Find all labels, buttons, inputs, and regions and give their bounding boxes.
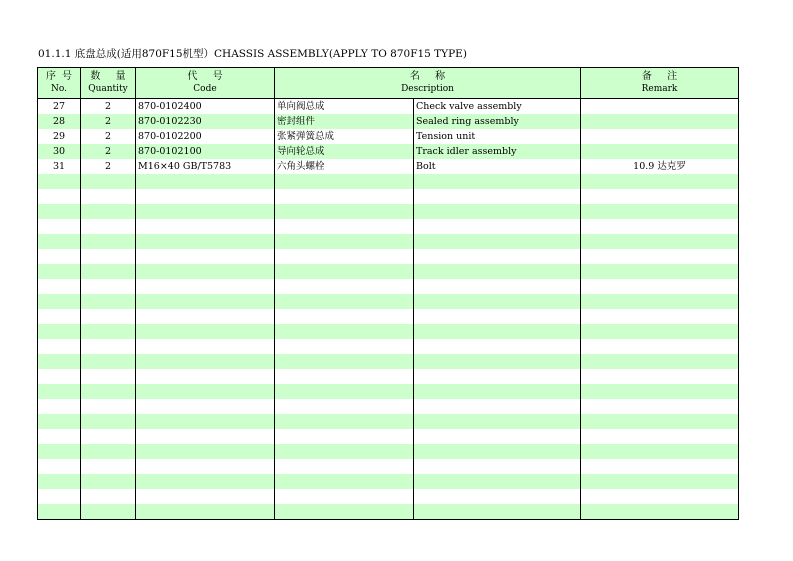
cell-name-en bbox=[414, 234, 581, 249]
header-code bbox=[136, 68, 275, 99]
cell-code bbox=[136, 234, 275, 249]
cell-quantity bbox=[81, 459, 136, 474]
table-row bbox=[38, 474, 739, 489]
table-row bbox=[38, 189, 739, 204]
cell-remark bbox=[581, 294, 739, 309]
cell-name-cn bbox=[275, 339, 414, 354]
header-code-cn: 代 号 bbox=[187, 71, 229, 82]
cell-code bbox=[136, 294, 275, 309]
cell-quantity: 2 bbox=[81, 144, 136, 159]
cell-name-en bbox=[414, 354, 581, 369]
cell-no bbox=[38, 264, 81, 279]
cell-name-cn bbox=[275, 219, 414, 234]
parts-table-body bbox=[38, 99, 739, 520]
cell-code bbox=[136, 474, 275, 489]
cell-code: 870-0102200 bbox=[136, 129, 275, 144]
cell-code bbox=[136, 309, 275, 324]
cell-no bbox=[38, 249, 81, 264]
cell-code bbox=[136, 504, 275, 520]
cell-name-en bbox=[414, 474, 581, 489]
table-row bbox=[38, 459, 739, 474]
cell-remark bbox=[581, 189, 739, 204]
header-remark-cn: 备 注 bbox=[641, 71, 684, 82]
cell-name-cn: 六角头螺栓 bbox=[275, 159, 414, 174]
cell-quantity: 2 bbox=[81, 159, 136, 174]
cell-name-cn bbox=[275, 234, 414, 249]
cell-quantity bbox=[81, 384, 136, 399]
cell-name-cn bbox=[275, 369, 414, 384]
cell-no bbox=[38, 444, 81, 459]
header-quantity bbox=[81, 68, 136, 99]
cell-quantity bbox=[81, 399, 136, 414]
cell-quantity bbox=[81, 234, 136, 249]
cell-name-cn bbox=[275, 324, 414, 339]
cell-quantity: 2 bbox=[81, 129, 136, 144]
cell-quantity bbox=[81, 264, 136, 279]
cell-name-en bbox=[414, 459, 581, 474]
cell-name-en bbox=[414, 219, 581, 234]
cell-quantity bbox=[81, 369, 136, 384]
cell-name-en bbox=[414, 294, 581, 309]
cell-quantity bbox=[81, 204, 136, 219]
table-row bbox=[38, 99, 739, 115]
cell-quantity bbox=[81, 504, 136, 520]
cell-quantity bbox=[81, 429, 136, 444]
table-row bbox=[38, 324, 739, 339]
header-quantity-cn: 数 量 bbox=[90, 71, 132, 82]
cell-remark bbox=[581, 429, 739, 444]
cell-no bbox=[38, 279, 81, 294]
cell-name-cn bbox=[275, 354, 414, 369]
cell-remark bbox=[581, 459, 739, 474]
cell-no bbox=[38, 234, 81, 249]
table-row bbox=[38, 144, 739, 159]
cell-name-en: Check valve assembly bbox=[414, 99, 581, 115]
cell-no: 29 bbox=[38, 129, 81, 144]
cell-no: 30 bbox=[38, 144, 81, 159]
table-row bbox=[38, 249, 739, 264]
cell-name-cn bbox=[275, 429, 414, 444]
cell-code bbox=[136, 459, 275, 474]
cell-no bbox=[38, 459, 81, 474]
cell-name-cn: 密封组件 bbox=[275, 114, 414, 129]
cell-no bbox=[38, 384, 81, 399]
cell-name-en bbox=[414, 414, 581, 429]
cell-remark bbox=[581, 474, 739, 489]
cell-name-cn bbox=[275, 309, 414, 324]
cell-code bbox=[136, 354, 275, 369]
cell-name-cn bbox=[275, 504, 414, 520]
cell-remark bbox=[581, 99, 739, 115]
cell-code bbox=[136, 204, 275, 219]
cell-name-en bbox=[414, 309, 581, 324]
cell-name-en: Bolt bbox=[414, 159, 581, 174]
cell-name-en bbox=[414, 369, 581, 384]
cell-no bbox=[38, 504, 81, 520]
cell-no bbox=[38, 354, 81, 369]
cell-remark bbox=[581, 384, 739, 399]
cell-no bbox=[38, 399, 81, 414]
cell-remark bbox=[581, 174, 739, 189]
cell-quantity bbox=[81, 294, 136, 309]
table-row bbox=[38, 339, 739, 354]
cell-name-cn bbox=[275, 399, 414, 414]
table-row bbox=[38, 129, 739, 144]
cell-code bbox=[136, 414, 275, 429]
cell-name-en: Sealed ring assembly bbox=[414, 114, 581, 129]
table-header-row bbox=[38, 68, 739, 99]
cell-quantity bbox=[81, 414, 136, 429]
cell-name-cn bbox=[275, 459, 414, 474]
cell-name-cn bbox=[275, 279, 414, 294]
cell-name-cn bbox=[275, 474, 414, 489]
cell-name-en bbox=[414, 279, 581, 294]
cell-code: 870-0102230 bbox=[136, 114, 275, 129]
cell-no bbox=[38, 204, 81, 219]
cell-no bbox=[38, 309, 81, 324]
cell-quantity bbox=[81, 279, 136, 294]
cell-remark bbox=[581, 489, 739, 504]
cell-name-en bbox=[414, 429, 581, 444]
header-no-en: No. bbox=[51, 84, 67, 94]
cell-remark bbox=[581, 309, 739, 324]
cell-quantity bbox=[81, 444, 136, 459]
cell-code bbox=[136, 429, 275, 444]
cell-no bbox=[38, 324, 81, 339]
page-title: 01.1.1 底盘总成(适用870F15机型）CHASSIS ASSEMBLY(APPLY TO 870F15 TYPE) bbox=[38, 48, 467, 60]
cell-remark: 10.9 达克罗 bbox=[581, 159, 739, 174]
cell-name-en bbox=[414, 339, 581, 354]
cell-code bbox=[136, 324, 275, 339]
cell-name-cn bbox=[275, 414, 414, 429]
cell-name-en bbox=[414, 489, 581, 504]
table-row bbox=[38, 219, 739, 234]
table-row bbox=[38, 369, 739, 384]
cell-quantity bbox=[81, 249, 136, 264]
cell-name-en: Track idler assembly bbox=[414, 144, 581, 159]
cell-code bbox=[136, 249, 275, 264]
cell-quantity bbox=[81, 354, 136, 369]
cell-remark bbox=[581, 234, 739, 249]
header-no bbox=[38, 68, 81, 99]
cell-remark bbox=[581, 369, 739, 384]
table-row bbox=[38, 114, 739, 129]
cell-name-en bbox=[414, 174, 581, 189]
header-description-cn: 名 称 bbox=[409, 71, 452, 82]
table-row bbox=[38, 414, 739, 429]
cell-name-cn bbox=[275, 204, 414, 219]
table-row bbox=[38, 354, 739, 369]
header-remark bbox=[581, 68, 739, 99]
cell-remark bbox=[581, 114, 739, 129]
table-row bbox=[38, 264, 739, 279]
header-description-en: Description bbox=[401, 84, 454, 94]
cell-code bbox=[136, 369, 275, 384]
cell-name-cn: 单向阀总成 bbox=[275, 99, 414, 115]
table-row bbox=[38, 444, 739, 459]
cell-no bbox=[38, 414, 81, 429]
cell-no bbox=[38, 189, 81, 204]
cell-remark bbox=[581, 219, 739, 234]
table-row bbox=[38, 489, 739, 504]
cell-code: 870-0102100 bbox=[136, 144, 275, 159]
cell-remark bbox=[581, 249, 739, 264]
cell-name-cn: 张紧弹簧总成 bbox=[275, 129, 414, 144]
cell-name-cn bbox=[275, 489, 414, 504]
cell-name-en bbox=[414, 249, 581, 264]
cell-remark bbox=[581, 399, 739, 414]
cell-no bbox=[38, 174, 81, 189]
cell-code bbox=[136, 489, 275, 504]
cell-remark bbox=[581, 279, 739, 294]
cell-quantity bbox=[81, 189, 136, 204]
cell-name-en bbox=[414, 399, 581, 414]
cell-no: 31 bbox=[38, 159, 81, 174]
cell-name-cn bbox=[275, 384, 414, 399]
cell-quantity bbox=[81, 474, 136, 489]
cell-no bbox=[38, 489, 81, 504]
cell-remark bbox=[581, 144, 739, 159]
cell-name-en bbox=[414, 189, 581, 204]
table-row bbox=[38, 159, 739, 174]
cell-quantity bbox=[81, 339, 136, 354]
cell-quantity bbox=[81, 174, 136, 189]
cell-no bbox=[38, 429, 81, 444]
cell-name-cn bbox=[275, 174, 414, 189]
cell-no bbox=[38, 474, 81, 489]
cell-code bbox=[136, 279, 275, 294]
table-row bbox=[38, 294, 739, 309]
cell-name-en bbox=[414, 384, 581, 399]
cell-name-en bbox=[414, 204, 581, 219]
parts-table bbox=[37, 67, 739, 520]
cell-code bbox=[136, 219, 275, 234]
cell-name-cn bbox=[275, 294, 414, 309]
cell-remark bbox=[581, 504, 739, 520]
cell-code bbox=[136, 444, 275, 459]
cell-code bbox=[136, 399, 275, 414]
cell-no: 27 bbox=[38, 99, 81, 115]
cell-name-cn bbox=[275, 264, 414, 279]
header-no-cn: 序号 bbox=[46, 71, 78, 82]
cell-name-cn: 导向轮总成 bbox=[275, 144, 414, 159]
cell-remark bbox=[581, 414, 739, 429]
cell-remark bbox=[581, 339, 739, 354]
cell-name-en bbox=[414, 324, 581, 339]
table-row bbox=[38, 309, 739, 324]
cell-no bbox=[38, 294, 81, 309]
cell-remark bbox=[581, 129, 739, 144]
cell-code bbox=[136, 339, 275, 354]
cell-code bbox=[136, 174, 275, 189]
cell-remark bbox=[581, 264, 739, 279]
table-row bbox=[38, 204, 739, 219]
cell-remark bbox=[581, 444, 739, 459]
cell-quantity: 2 bbox=[81, 99, 136, 115]
cell-code: M16×40 GB/T5783 bbox=[136, 159, 275, 174]
cell-no: 28 bbox=[38, 114, 81, 129]
table-row bbox=[38, 279, 739, 294]
table-row bbox=[38, 174, 739, 189]
cell-name-en: Tension unit bbox=[414, 129, 581, 144]
cell-remark bbox=[581, 204, 739, 219]
table-row bbox=[38, 504, 739, 520]
cell-quantity: 2 bbox=[81, 114, 136, 129]
cell-remark bbox=[581, 354, 739, 369]
cell-name-en bbox=[414, 264, 581, 279]
header-remark-en: Remark bbox=[641, 84, 678, 94]
cell-code bbox=[136, 264, 275, 279]
header-description bbox=[275, 68, 581, 99]
cell-quantity bbox=[81, 309, 136, 324]
cell-quantity bbox=[81, 324, 136, 339]
cell-no bbox=[38, 219, 81, 234]
cell-code bbox=[136, 384, 275, 399]
cell-no bbox=[38, 369, 81, 384]
cell-name-cn bbox=[275, 444, 414, 459]
cell-quantity bbox=[81, 219, 136, 234]
header-quantity-en: Quantity bbox=[88, 84, 128, 94]
cell-quantity bbox=[81, 489, 136, 504]
table-row bbox=[38, 399, 739, 414]
header-code-en: Code bbox=[193, 84, 217, 94]
table-row bbox=[38, 429, 739, 444]
cell-remark bbox=[581, 324, 739, 339]
table-row bbox=[38, 234, 739, 249]
cell-code: 870-0102400 bbox=[136, 99, 275, 115]
cell-name-en bbox=[414, 444, 581, 459]
cell-code bbox=[136, 189, 275, 204]
table-row bbox=[38, 384, 739, 399]
cell-name-en bbox=[414, 504, 581, 520]
cell-name-cn bbox=[275, 249, 414, 264]
cell-name-cn bbox=[275, 189, 414, 204]
cell-no bbox=[38, 339, 81, 354]
